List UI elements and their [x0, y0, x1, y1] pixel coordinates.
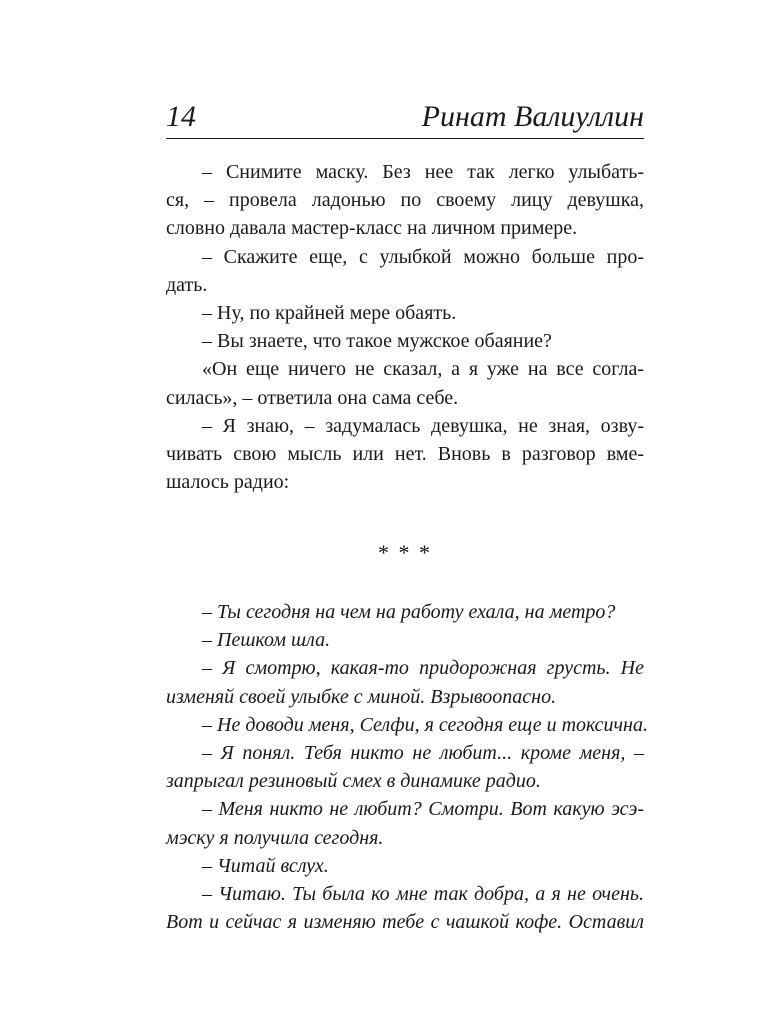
text-line: – Ну, по крайней мере обаять. — [202, 302, 457, 325]
text-line: – Снимите маску. Без нее так легко улыбать- — [202, 161, 644, 183]
text-line: – Скажите еще, с улыбкой можно больше про- — [202, 245, 644, 268]
radio-dialogue-block — [166, 598, 648, 936]
dialogue-text-block — [166, 158, 644, 496]
text-line: дать. — [166, 273, 208, 296]
text-line: – Я знаю, – задумалась девушка, не зная, озву- — [202, 414, 644, 437]
running-head-author: Ринат Валиуллин — [421, 100, 644, 133]
text-line: – Не доводи меня, Селфи, я сегодня еще и токсична. — [202, 713, 648, 736]
text-line: мэску я получила сегодня. — [166, 826, 384, 849]
text-line: изменяй своей улыбке с миной. Взрывоопасно. — [166, 685, 557, 708]
text-line: запрыгал резиновый смех в динамике радио. — [166, 770, 541, 793]
text-line: – Я понял. Тебя никто не любит... кроме меня, – — [202, 742, 644, 765]
text-line: – Ты сегодня на чем на работу ехала, на метро? — [202, 601, 616, 623]
text-line: – Читай вслух. — [202, 854, 329, 877]
text-line: шалось радио: — [166, 471, 290, 494]
text-line: чивать свою мысль или нет. Вновь в разговор вме- — [166, 443, 644, 466]
text-line: – Вы знаете, что такое мужское обаяние? — [202, 330, 552, 353]
text-line: «Он еще ничего не сказал, а я уже на все согла- — [202, 358, 644, 381]
text-line: силась», – ответила она сама себе. — [166, 386, 459, 409]
text-line: ся, – провела ладонью по своему лицу девушка, — [166, 189, 644, 212]
text-line: Вот и сейчас я изменяю тебе с чашкой кофе. Оставил — [166, 911, 644, 934]
page-header — [166, 98, 644, 139]
section-separator: * * * — [378, 540, 432, 565]
text-line: – Читаю. Ты была ко мне так добра, а я не очень. — [202, 883, 644, 906]
text-line: словно давала мастер-класс на личном примере. — [166, 217, 578, 240]
page-number: 14 — [166, 100, 196, 133]
text-line: – Меня никто не любит? Смотри. Вот какую эсэ- — [202, 798, 644, 821]
text-line: – Я смотрю, какая-то придорожная грусть. Не — [202, 657, 644, 680]
text-line: – Пешком шла. — [202, 629, 331, 652]
